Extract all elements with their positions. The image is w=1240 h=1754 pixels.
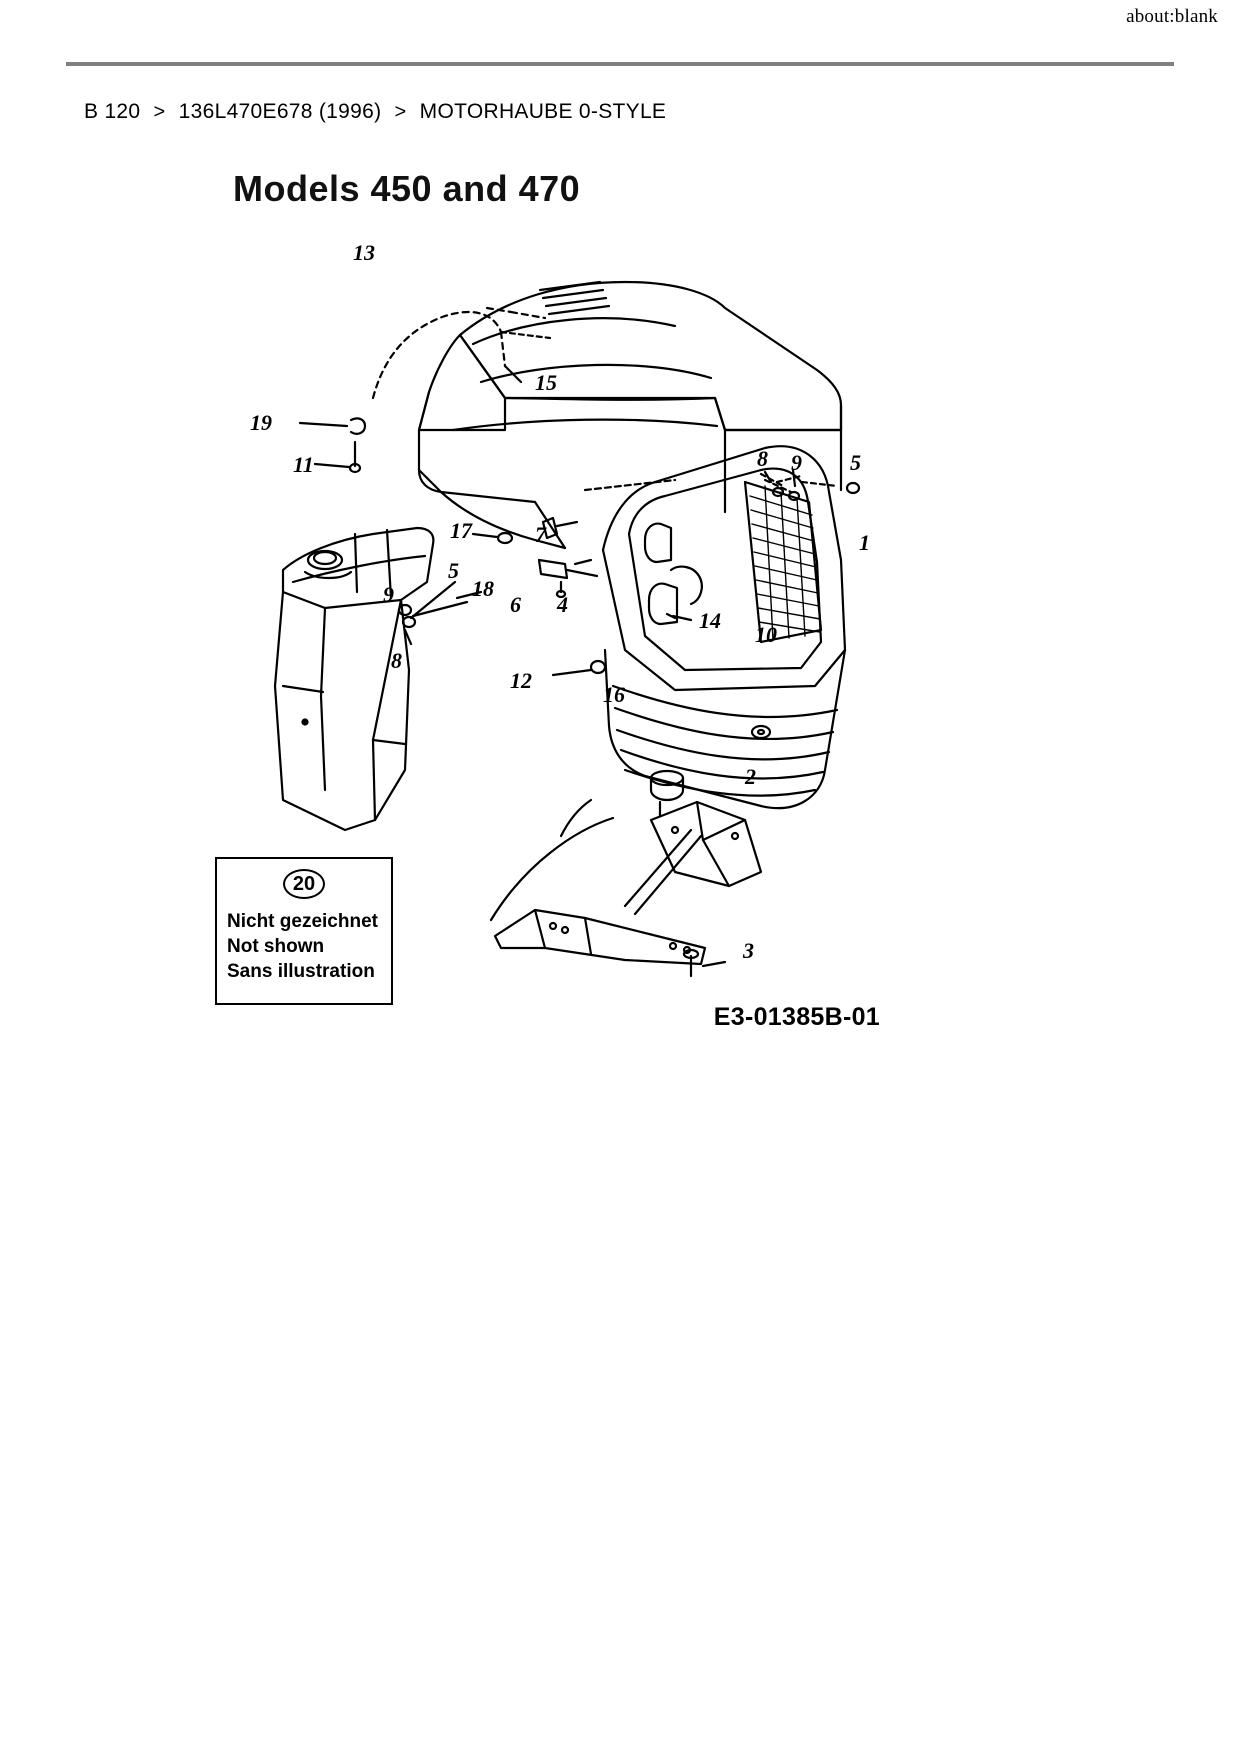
callout-12: 12 bbox=[510, 668, 532, 693]
callout-17: 17 bbox=[450, 518, 472, 543]
callout-10: 10 bbox=[755, 622, 777, 647]
callout-1: 1 bbox=[859, 530, 870, 555]
not-shown-line-en: Not shown bbox=[227, 936, 325, 957]
callout-9-left: 9 bbox=[383, 582, 394, 607]
callout-8-left: 8 bbox=[391, 648, 402, 673]
callout-18: 18 bbox=[472, 576, 494, 601]
callout-3: 3 bbox=[743, 938, 754, 963]
header-divider bbox=[66, 62, 1174, 66]
callout-13: 13 bbox=[353, 240, 375, 265]
breadcrumb-item-model[interactable]: B 120 bbox=[84, 100, 141, 123]
callout-19: 19 bbox=[250, 410, 272, 435]
browser-url-text: about:blank bbox=[1126, 6, 1218, 27]
callout-5-top: 5 bbox=[850, 450, 861, 475]
breadcrumb-separator: > bbox=[153, 101, 166, 123]
callout-4: 4 bbox=[557, 592, 568, 617]
callout-5-left: 5 bbox=[448, 558, 459, 583]
callout-9-top: 9 bbox=[791, 450, 802, 475]
not-shown-text bbox=[227, 909, 378, 984]
callout-6: 6 bbox=[510, 592, 521, 617]
callout-15: 15 bbox=[535, 370, 557, 395]
diagram-title: Models 450 and 470 bbox=[233, 168, 581, 209]
callout-2: 2 bbox=[745, 764, 756, 789]
callout-11: 11 bbox=[293, 452, 314, 477]
breadcrumb-separator: > bbox=[394, 101, 407, 123]
not-shown-line-de: Nicht gezeichnet bbox=[227, 911, 378, 932]
not-shown-number: 20 bbox=[283, 869, 325, 899]
not-shown-line-fr: Sans illustration bbox=[227, 961, 375, 982]
callout-16: 16 bbox=[603, 682, 625, 707]
breadcrumb-item-section[interactable]: MOTORHAUBE 0-STYLE bbox=[419, 100, 667, 123]
parts-diagram bbox=[205, 130, 885, 1050]
callout-8-top: 8 bbox=[757, 446, 768, 471]
not-shown-box bbox=[215, 857, 393, 1005]
breadcrumb bbox=[84, 100, 666, 124]
breadcrumb-item-serial[interactable]: 136L470E678 (1996) bbox=[178, 100, 382, 123]
callout-14: 14 bbox=[699, 608, 721, 633]
callout-7: 7 bbox=[535, 522, 546, 547]
diagram-part-code: E3-01385B-01 bbox=[713, 1003, 880, 1031]
